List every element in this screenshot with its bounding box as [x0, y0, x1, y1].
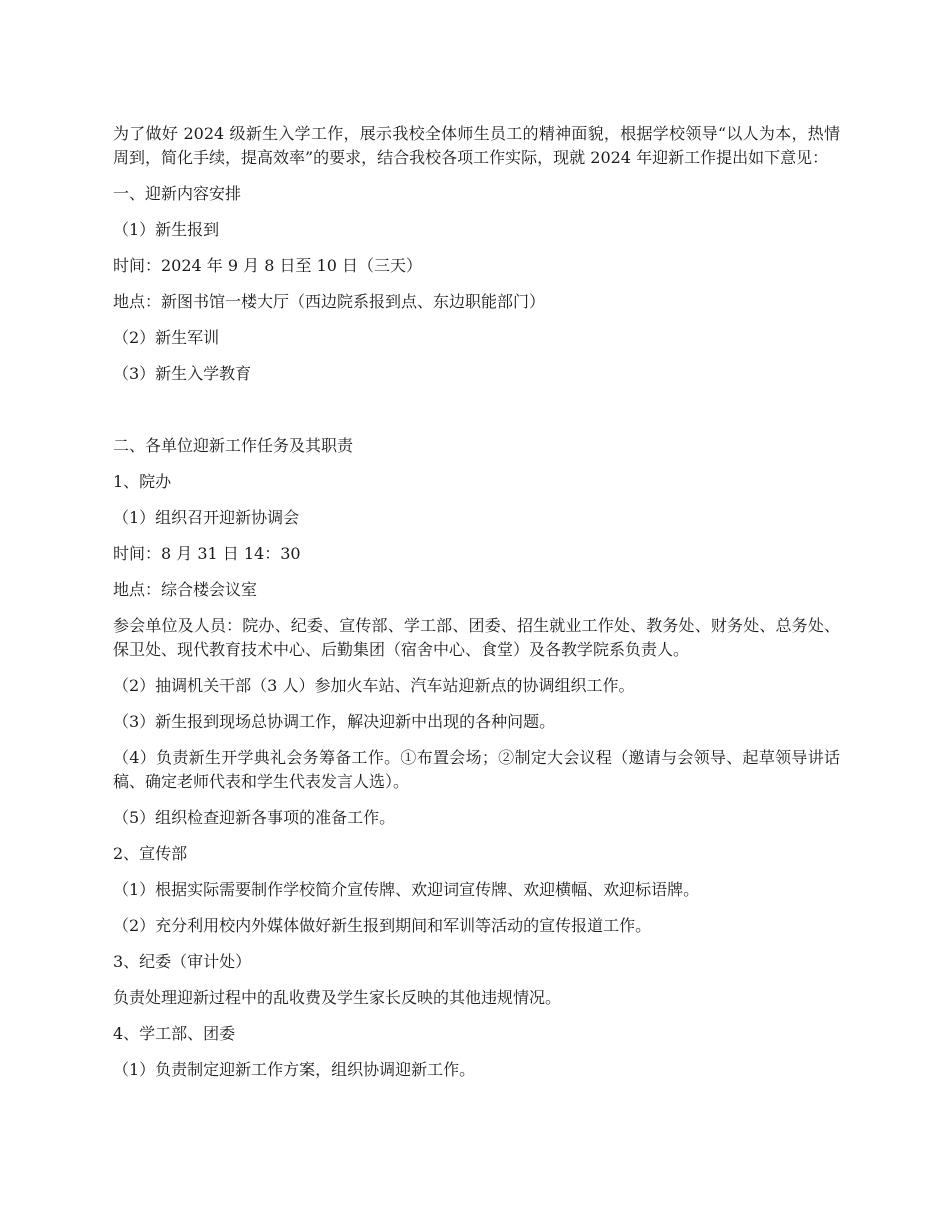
section-heading-2: 二、各单位迎新工作任务及其职责 [113, 436, 354, 455]
item-paragraph: （1）组织召开迎新协调会 [113, 508, 300, 527]
time-paragraph: 时间：8 月 31 日 14：30 [113, 544, 301, 563]
body-paragraph: 负责处理迎新过程中的乱收费及学生家长反映的其他违规情况。 [113, 988, 562, 1007]
attendees-paragraph: 参会单位及人员：院办、纪委、宣传部、学工部、团委、招生就业工作处、教务处、财务处、总务处、保卫处、现代教育技术中心、后勤集团（宿舍中心、食堂）及各教学院系负责人。 [113, 616, 840, 659]
item-paragraph: （2）新生军训 [113, 328, 220, 347]
item-paragraph: （2）抽调机关干部（3 人）参加火车站、汽车站迎新点的协调组织工作。 [113, 676, 635, 695]
section-heading-1: 一、迎新内容安排 [113, 184, 242, 203]
item-paragraph: （2）充分利用校内外媒体做好新生报到期间和军训等活动的宣传报道工作。 [113, 916, 652, 935]
document-body [113, 122, 840, 1094]
intro-paragraph: 为了做好 2024 级新生入学工作，展示我校全体师生员工的精神面貌，根据学校领导“以人为本，热情周到，简化手续，提高效率”的要求，结合我校各项工作实际，现就 2024 年迎新工作提出如下意见： [113, 124, 840, 167]
subsection-heading: 2、宣传部 [113, 844, 188, 863]
section-spacer [113, 398, 840, 434]
time-paragraph: 时间：2024 年 9 月 8 日至 10 日（三天） [113, 256, 423, 275]
item-paragraph: （1）负责制定迎新工作方案，组织协调迎新工作。 [113, 1060, 476, 1079]
item-paragraph: （3）新生入学教育 [113, 364, 252, 383]
subsection-heading: 4、学工部、团委 [113, 1024, 236, 1043]
item-paragraph: （5）组织检查迎新各事项的准备工作。 [113, 808, 396, 827]
subsection-heading: 1、院办 [113, 472, 172, 491]
item-paragraph: （4）负责新生开学典礼会务筹备工作。①布置会场；②制定大会议程（邀请与会领导、起草领导讲话稿、确定老师代表和学生代表发言人选）。 [113, 748, 840, 791]
item-paragraph: （1）新生报到 [113, 220, 220, 239]
location-paragraph: 地点：综合楼会议室 [113, 580, 258, 599]
item-paragraph: （3）新生报到现场总协调工作，解决迎新中出现的各种问题。 [113, 712, 556, 731]
subsection-heading: 3、纪委（审计处） [113, 952, 252, 971]
item-paragraph: （1）根据实际需要制作学校简介宣传牌、欢迎词宣传牌、欢迎横幅、欢迎标语牌。 [113, 880, 700, 899]
location-paragraph: 地点：新图书馆一楼大厅（西边院系报到点、东边职能部门） [113, 292, 546, 311]
